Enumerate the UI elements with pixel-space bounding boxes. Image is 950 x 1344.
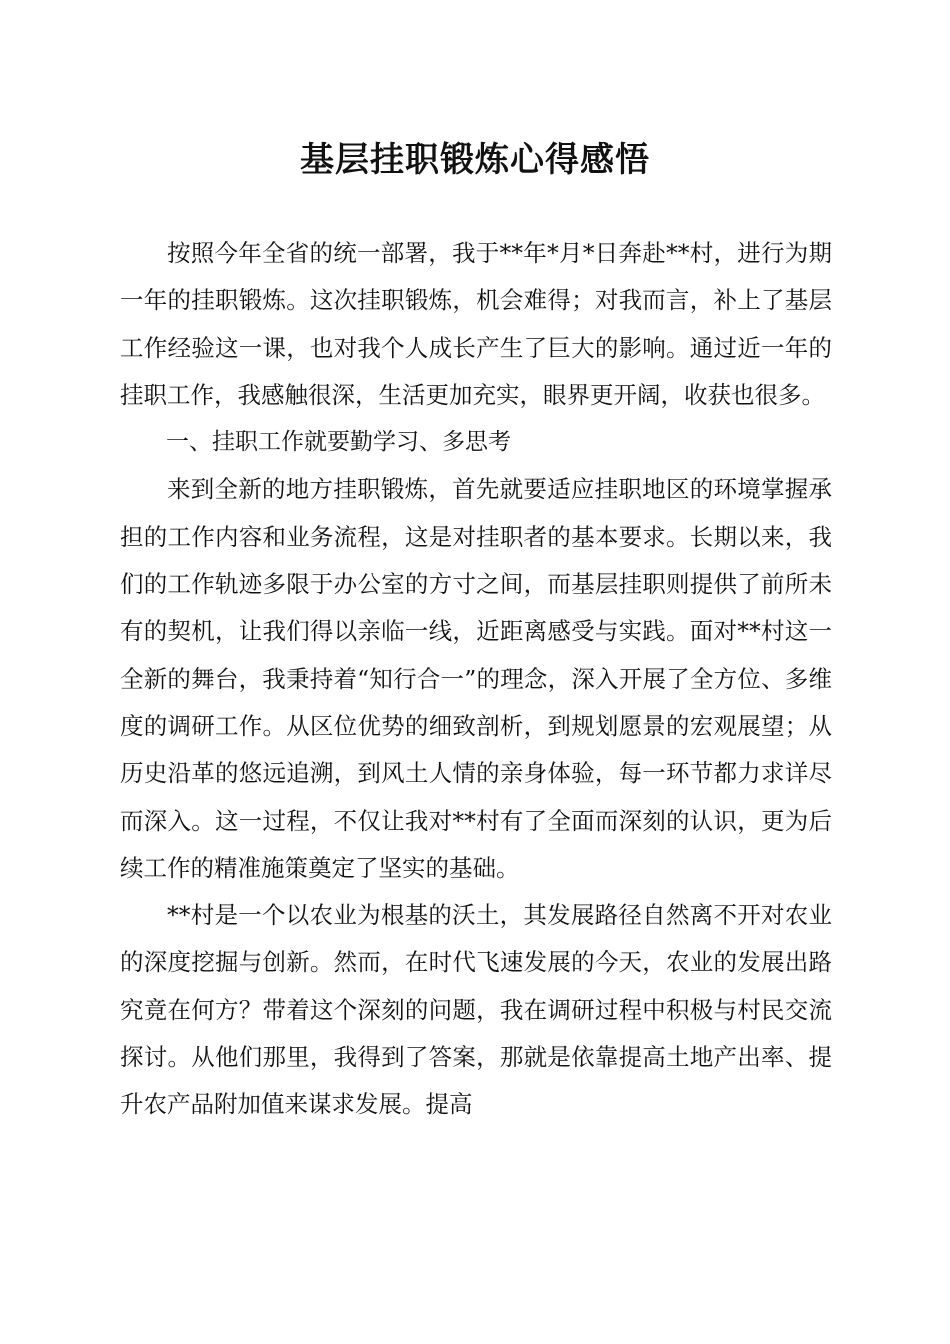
document-title: 基层挂职锻炼心得感悟 bbox=[300, 140, 650, 180]
section-heading: 一、挂职工作就要勤学习、多思考 bbox=[166, 429, 511, 456]
intro-paragraph: 按照今年全省的统一部署，我于**年*月*日奔赴**村，进行为期一年的挂职锻炼。这次挂职锻炼，机会难得；对我而言，补上了基层工作经验这一课，也对我个人成长产生了巨大的影响。通过近一年的挂职工作，我感触很深，生活更加充实，眼界更开阔，收获也很多。 bbox=[120, 239, 832, 409]
document-body bbox=[120, 230, 832, 1129]
section-paragraph-1: 来到全新的地方挂职锻炼，首先就要适应挂职地区的环境掌握承担的工作内容和业务流程，这是对挂职者的基本要求。长期以来，我们的工作轨迹多限于办公室的方寸之间，而基层挂职则提供了前所未有的契机，让我们得以亲临一线，近距离感受与实践。面对**村这一全新的舞台，我秉持着“知行合一”的理念，深入开展了全方位、多维度的调研工作。从区位优势的细致剖析，到规划愿景的宏观展望；从历史沿革的悠远追溯，到风土人情的亲身体验，每一环节都力求详尽而深入。这一过程，不仅让我对**村有了全面而深刻的认识，更为后续工作的精准施策奠定了坚实的基础。 bbox=[120, 475, 832, 882]
section-paragraph-2: **村是一个以农业为根基的沃土，其发展路径自然离不开对农业的深度挖掘与创新。然而，在时代飞速发展的今天，农业的发展出路究竟在何方？带着这个深刻的问题，我在调研过程中积极与村民交流探讨。从他们那里，我得到了答案，那就是依靠提高土地产出率、提升农产品附加值来谋求发展。提高 bbox=[120, 901, 832, 1119]
